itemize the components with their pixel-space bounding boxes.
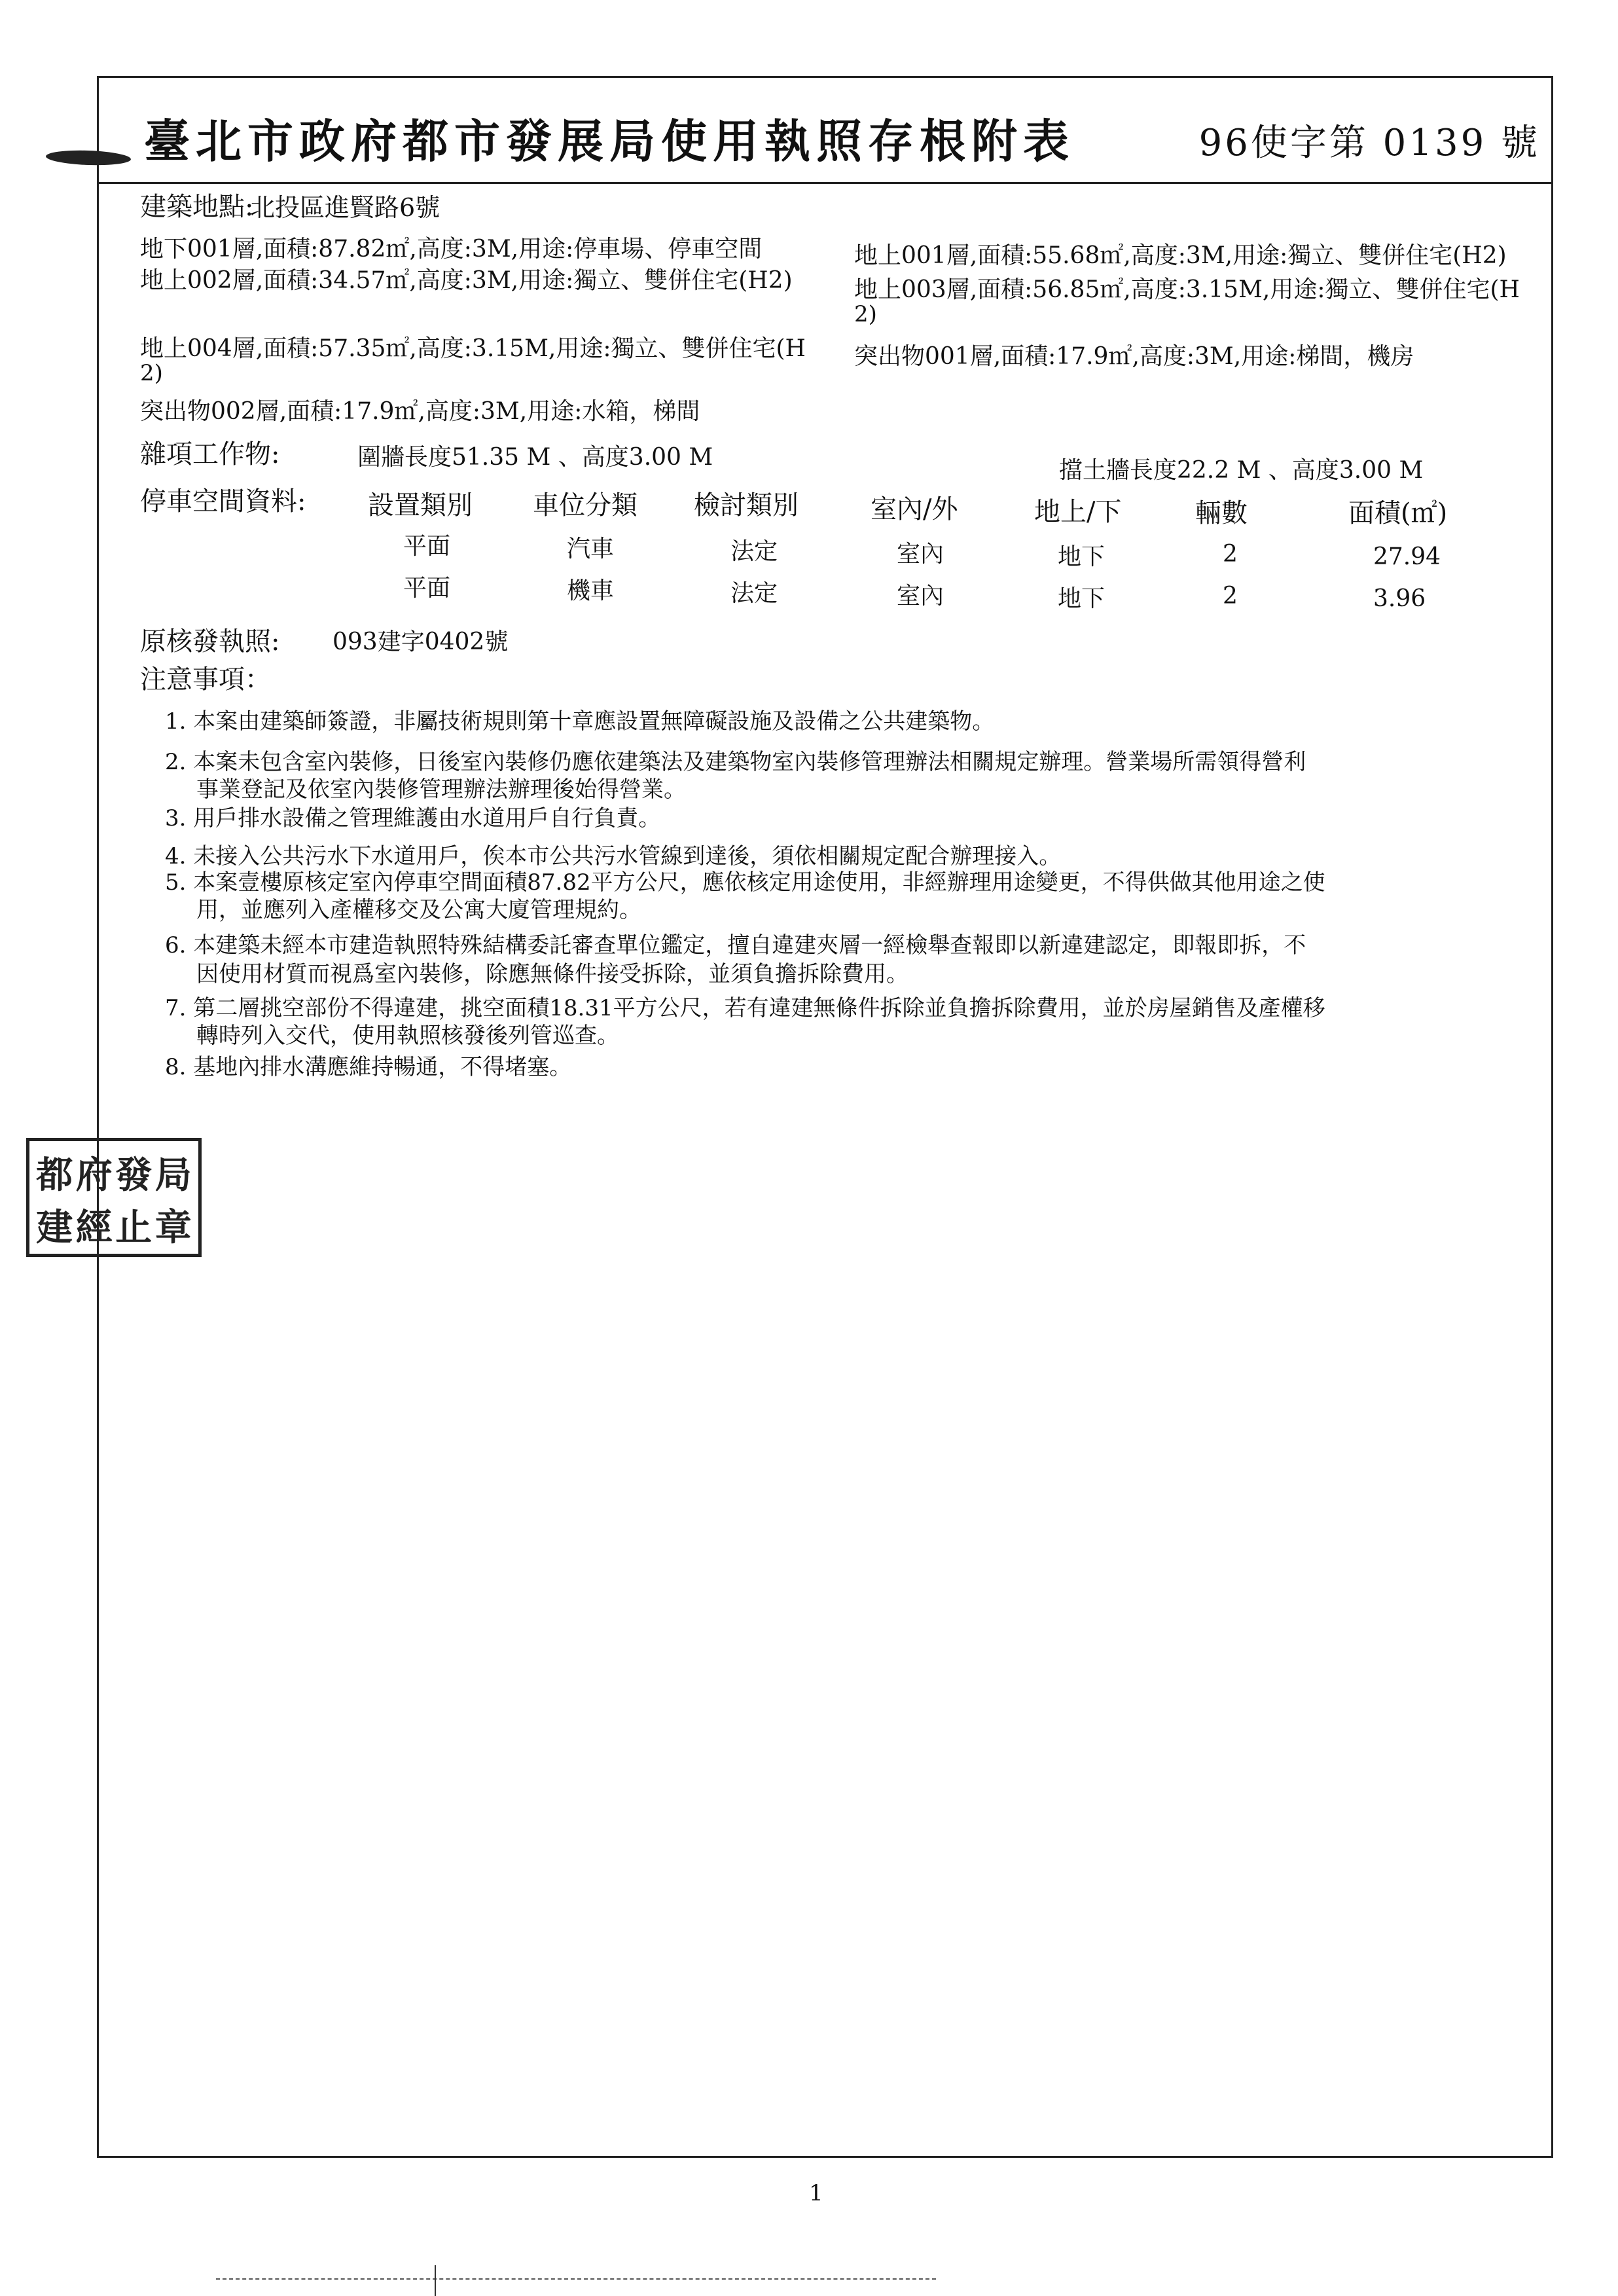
seal-char: 經 bbox=[75, 1206, 113, 1249]
seal-char: 章 bbox=[154, 1206, 192, 1249]
notes-label: 注意事項： bbox=[140, 665, 271, 695]
parking-header-count: 輛數 bbox=[1195, 498, 1248, 528]
floor-3f: 地上003層,面積:56.85㎡,高度:3.15M,用途:獨立、雙併住宅(H bbox=[854, 276, 1520, 303]
parking-r1-review: 法定 bbox=[730, 538, 778, 565]
document-title: 臺北市政府都市發展局使用執照存根附表 bbox=[144, 114, 1075, 168]
page-number: 1 bbox=[809, 2180, 823, 2206]
parking-header-review: 檢討類別 bbox=[694, 490, 799, 520]
misc-label: 雜項工作物: bbox=[140, 439, 280, 469]
parking-r2-count: 2 bbox=[1223, 583, 1238, 610]
floor-2f: 地上002層,面積:34.57㎡,高度:3M,用途:獨立、雙併住宅(H2) bbox=[140, 267, 793, 294]
parking-r1-indoor: 室內 bbox=[897, 541, 944, 568]
seal-char: 府 bbox=[75, 1154, 113, 1197]
site-address: 北投區進賢路6號 bbox=[250, 193, 440, 222]
floor-1f: 地上001層,面積:55.68㎡,高度:3M,用途:獨立、雙併住宅(H2) bbox=[854, 242, 1507, 269]
floor-b1: 地下001層,面積:87.82㎡,高度:3M,用途:停車場、停車空間 bbox=[140, 236, 763, 263]
parking-header-class: 車位分類 bbox=[533, 490, 638, 520]
seal-char: 建 bbox=[36, 1206, 73, 1249]
permit-number: 96使字第 0139 號 bbox=[1198, 122, 1540, 164]
floor-4f: 地上004層,面積:57.35㎡,高度:3.15M,用途:獨立、雙併住宅(H bbox=[140, 335, 806, 362]
title-row bbox=[97, 98, 1553, 184]
misc-wall: 圍牆長度51.35 M 、高度3.00 M bbox=[357, 444, 713, 471]
floor-4f-wrap: 2) bbox=[140, 360, 163, 386]
parking-r1-area: 27.94 bbox=[1373, 543, 1441, 570]
note-3: 3. 用戶排水設備之管理維護由水道用戶自行負責。 bbox=[165, 805, 661, 831]
seal-char: 發 bbox=[115, 1154, 153, 1197]
floor-rf1: 突出物001層,面積:17.9㎡,高度:3M,用途:梯間，機房 bbox=[854, 343, 1414, 370]
official-seal bbox=[26, 1138, 202, 1257]
parking-r2-level: 地下 bbox=[1058, 585, 1106, 612]
seal-char: 止 bbox=[115, 1206, 153, 1249]
note-2: 2. 本案未包含室內裝修，日後室內裝修仍應依建築法及建築物室內裝修管理辦法相關規定辦理。營業場所需領得營利 bbox=[165, 749, 1306, 775]
margin-tick bbox=[435, 2265, 436, 2296]
floor-rf2: 突出物002層,面積:17.9㎡,高度:3M,用途:水箱，梯間 bbox=[140, 398, 700, 425]
parking-r1-count: 2 bbox=[1223, 541, 1238, 568]
parking-r2-area: 3.96 bbox=[1373, 585, 1426, 612]
note-2-cont: 事業登記及依室內裝修管理辦法辦理後始得營業。 bbox=[196, 776, 686, 803]
original-permit-label: 原核發執照: bbox=[140, 627, 280, 657]
floor-3f-wrap: 2) bbox=[854, 301, 877, 327]
note-8: 8. 基地內排水溝應維持暢通，不得堵塞。 bbox=[165, 1054, 572, 1080]
parking-r1-type: 平面 bbox=[403, 533, 451, 560]
parking-r1-level: 地下 bbox=[1058, 543, 1106, 570]
note-7-cont: 轉時列入交代，使用執照核發後列管巡查。 bbox=[196, 1023, 619, 1049]
note-1: 1. 本案由建築師簽證，非屬技術規則第十章應設置無障礙設施及設備之公共建築物。 bbox=[165, 708, 995, 735]
parking-header-area: 面積(㎡) bbox=[1348, 498, 1448, 528]
parking-r2-class: 機車 bbox=[567, 577, 615, 604]
original-permit-value: 093建字0402號 bbox=[333, 629, 509, 655]
note-5-cont: 用，並應列入產權移交及公寓大廈管理規約。 bbox=[196, 897, 641, 923]
cut-line bbox=[216, 2278, 936, 2280]
misc-retaining-wall: 擋土牆長度22.2 M 、高度3.00 M bbox=[1059, 457, 1424, 484]
parking-r2-review: 法定 bbox=[730, 580, 778, 607]
note-6-cont: 因使用材質而視爲室內裝修，除應無條件接受拆除，並須負擔拆除費用。 bbox=[196, 961, 908, 987]
seal-char: 都 bbox=[36, 1154, 73, 1197]
parking-header-indoor: 室內/外 bbox=[871, 494, 958, 524]
note-4: 4. 未接入公共污水下水道用戶，俟本市公共污水管線到達後，須依相關規定配合辦理接入。 bbox=[165, 843, 1062, 869]
parking-r2-indoor: 室內 bbox=[897, 583, 944, 610]
note-5: 5. 本案壹樓原核定室內停車空間面積87.82平方公尺，應依核定用途使用，非經辦理用途變更，不得供做其他用途之使 bbox=[165, 869, 1325, 896]
parking-header-type: 設置類別 bbox=[368, 490, 473, 520]
site-label: 建築地點: bbox=[140, 192, 254, 222]
note-6: 6. 本建築未經本市建造執照特殊結構委託審查單位鑑定，擅自違建夾層一經檢舉查報即以新違建認定，即報即拆，不 bbox=[165, 932, 1306, 958]
note-7: 7. 第二層挑空部份不得違建，挑空面積18.31平方公尺，若有違建無條件拆除並負擔拆除費用，並於房屋銷售及產權移 bbox=[165, 995, 1325, 1021]
seal-char: 局 bbox=[154, 1154, 192, 1197]
parking-header-level: 地上/下 bbox=[1034, 497, 1122, 527]
parking-r2-type: 平面 bbox=[403, 575, 451, 602]
parking-label: 停車空間資料: bbox=[140, 486, 306, 517]
parking-r1-class: 汽車 bbox=[567, 536, 615, 562]
document-frame bbox=[97, 76, 1553, 2158]
